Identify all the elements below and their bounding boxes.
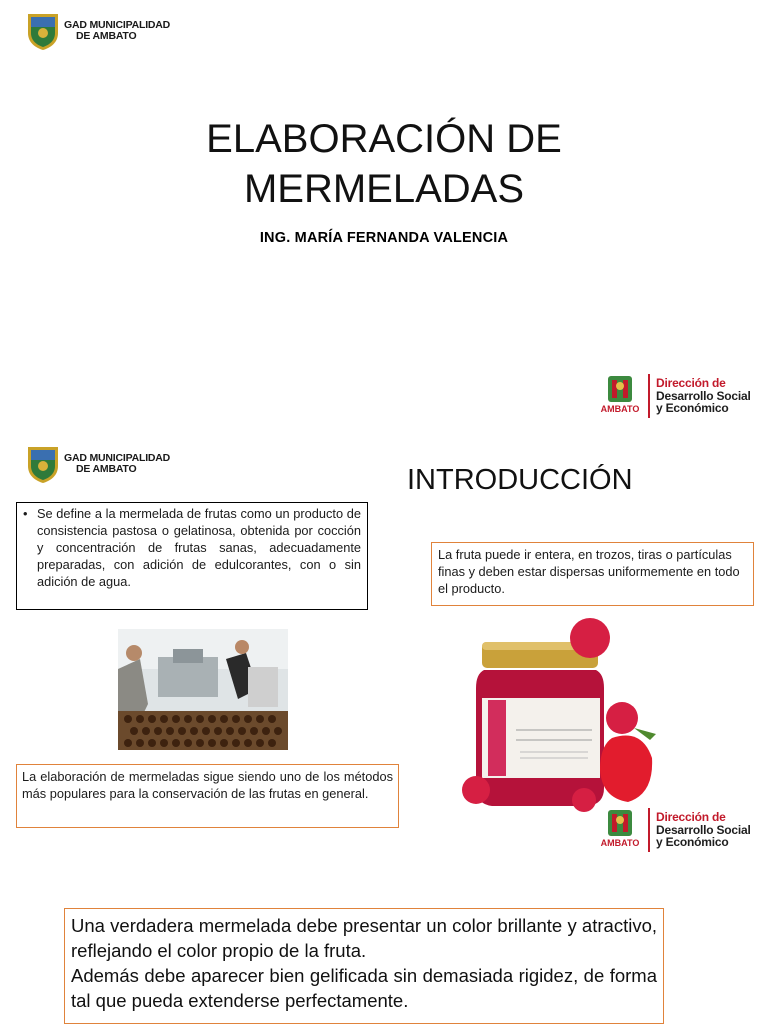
- title-line2: MERMELADAS: [243, 167, 525, 211]
- gad-logo-line1: GAD MUNICIPALIDAD: [64, 19, 171, 31]
- gad-logo-line1: GAD MUNICIPALIDAD: [64, 452, 171, 464]
- elaboration-note-box: [16, 764, 399, 828]
- direccion-logo-2: [598, 806, 751, 854]
- intro-heading: INTRODUCCIÓN: [407, 464, 633, 496]
- page-title: [0, 114, 768, 214]
- fruit-note-box: [431, 542, 754, 606]
- ambato-emblem-icon: [598, 806, 642, 854]
- jam-jar-image: [462, 618, 658, 812]
- fruit-note-text: La fruta puede ir entera, en trozos, tiras o partículas finas y deben estar dispersas uniformemente en todo el producto.: [438, 547, 740, 596]
- dir-line2: Desarrollo Social: [656, 822, 751, 837]
- logo-divider: [648, 808, 650, 852]
- logo-divider: [648, 374, 650, 418]
- gad-logo-line2: DE AMBATO: [76, 30, 137, 42]
- jam-jar-illustration: [462, 618, 658, 812]
- gad-logo-line2: DE AMBATO: [76, 463, 137, 475]
- dir-line2: Desarrollo Social: [656, 388, 751, 403]
- gad-logo: [26, 11, 170, 51]
- closing-line1: Una verdadera mermelada debe presentar un color brillante y atractivo, reflejando el color propio de la fruta.: [71, 915, 657, 961]
- emblem-text: AMBATO: [600, 838, 640, 848]
- dir-line3: y Económico: [656, 401, 729, 416]
- definition-text: Se define a la mermelada de frutas como un producto de consistencia pastosa o gelatinosa, obtenida por cocción y concentración de frutas sanas, adecuadamente preparadas, con adición de edulcorantes, con o sin adición de agua.: [37, 506, 361, 589]
- title-line1: ELABORACIÓN DE: [206, 117, 562, 161]
- gad-logo-2: [26, 444, 170, 484]
- closing-line2: Además debe aparecer bien gelificada sin demasiada rigidez, de forma tal que pueda extenderse perfectamente.: [71, 965, 657, 1011]
- ambato-emblem-icon: [598, 372, 642, 420]
- bullet-marker: •: [23, 506, 28, 521]
- ambato-shield-icon: [26, 444, 60, 484]
- dir-line3: y Económico: [656, 835, 729, 850]
- elaboration-note-text: La elaboración de mermeladas sigue siendo uno de los métodos más populares para la conservación de las frutas en general.: [22, 769, 393, 801]
- definition-box: [16, 502, 368, 610]
- dir-line1: Dirección de: [656, 376, 726, 391]
- closing-text-box: [64, 908, 664, 1024]
- emblem-text: AMBATO: [600, 404, 640, 414]
- direccion-logo: [598, 372, 751, 420]
- factory-photo: [118, 629, 288, 750]
- jam-production-image: [118, 629, 288, 750]
- author-name: ING. MARÍA FERNANDA VALENCIA: [259, 230, 509, 246]
- dir-line1: Dirección de: [656, 810, 726, 825]
- ambato-shield-icon: [26, 11, 60, 51]
